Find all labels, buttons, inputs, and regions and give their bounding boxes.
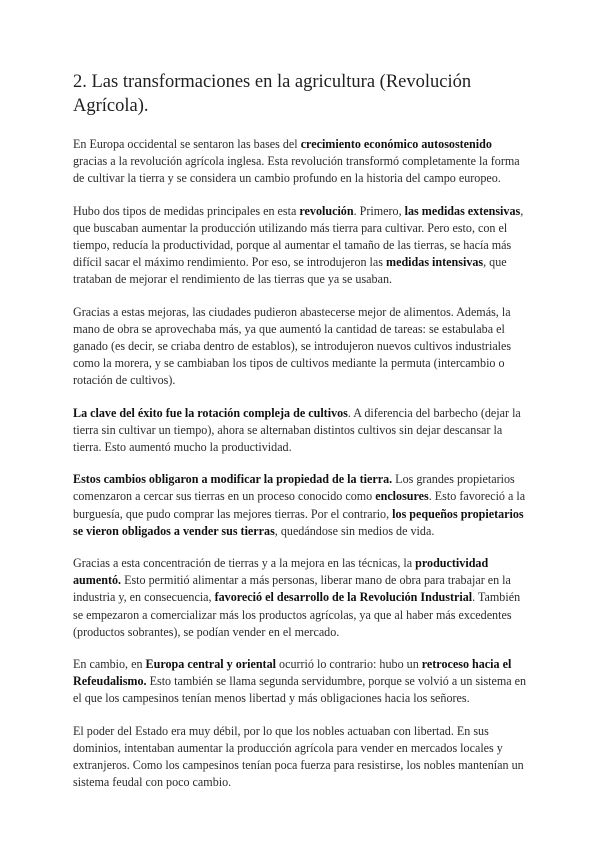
bold-text: Europa central y oriental (145, 657, 276, 672)
paragraph (73, 555, 528, 641)
text-run: , que buscaban aumentar la producción utilizando más tierra para cultivar. Pero esto, con el tiempo, reducía la productividad, porque al aumentar el tamaño de las tierras, se hacía más difícil sacar el máximo rendimiento. Por eso, se introdujeron las (73, 203, 524, 270)
paragraphs (73, 136, 528, 792)
text-run: . También se empezaron a comercializar más los productos agrícolas, ya que al haber más excedentes (productos sobrantes), se podían vender en el mercado. (73, 590, 521, 639)
text-run: Hubo dos tipos de medidas principales en esta (73, 203, 300, 218)
bold-text: favoreció el desarrollo de la Revolución Industrial (214, 590, 473, 605)
text-run: En Europa occidental se sentaron las bases del (73, 137, 301, 151)
bold-text: Estos cambios obligaron a modificar la propiedad de la tierra. (73, 472, 393, 487)
text-run: , quedándose sin medios de vida. (274, 523, 435, 538)
text-run: Los grandes propietarios comenzaron a cercar sus tierras en un proceso conocido como (73, 472, 515, 504)
text-run: . A diferencia del barbecho (dejar la tierra sin cultivar un tiempo), ahora se alternaban distintos cultivos sin dejar descansar la tierra. Esto aumentó mucho la productividad. (73, 405, 521, 455)
text-run: ocurrió lo contrario: hubo un (276, 657, 422, 672)
paragraph (73, 304, 528, 390)
text-run: En cambio, en (73, 657, 146, 672)
text-run: Esto permitió alimentar a más personas, liberar mano de obra para trabajar en la industria y, en consecuencia, (73, 573, 511, 605)
bold-text: enclosures (375, 489, 429, 504)
paragraph (73, 471, 528, 540)
bold-text: las medidas extensivas (404, 203, 521, 218)
bold-text: revolución (299, 203, 354, 218)
bold-text: crecimiento económico autosostenido (300, 137, 492, 151)
bold-text: medidas intensivas (386, 255, 484, 270)
text-run: , que trataban de mejorar el rendimiento de las tierras que ya se usaban. (73, 255, 507, 287)
text-run: Esto también se llama segunda servidumbre, porque se volvió a un sistema en el que los campesinos tenían menos libertad y más obligaciones hacia los señores. (73, 674, 527, 706)
text-run: Gracias a esta concentración de tierras y a la mejora en las técnicas, la (73, 556, 416, 571)
text-run: Gracias a estas mejoras, las ciudades pudieron abastecerse mejor de alimentos. Además, la mano de obra se aprovechaba más, ya que aumentó la cantidad de tareas: se estabulaba el ganado (es decir, se criaba dentro de establos), se introdujeron nuevos cultivos industriales como la morera, y se cambiaban los tipos de cultivos mediante la permuta (intercambio o rotación de cultivos). (73, 304, 512, 388)
text-run: gracias a la revolución agrícola inglesa. Esta revolución transformó completamente la forma de cultivar la tierra y se considera un cambio profundo en la historia del campo europeo. (73, 154, 520, 186)
bold-text: los pequeños propietarios se vieron obligados a vender sus tierras (73, 506, 524, 538)
paragraph (73, 656, 528, 708)
text-run: El poder del Estado era muy débil, por lo que los nobles actuaban con libertad. En sus dominios, intentaban aumentar la producción agrícola para vender en mercados locales y extranjeros. Como los campesinos tenían poca fuerza para resistirse, los nobles mantenían un sistema feudal con poco cambio. (73, 723, 524, 790)
bold-text: La clave del éxito fue la rotación compleja de cultivos (73, 405, 348, 420)
text-run: . Esto favoreció a la burguesía, que pudo comprar las mejores tierras. Por el contrario, (73, 489, 526, 521)
paragraph (73, 136, 528, 188)
paragraph (73, 203, 528, 289)
paragraph (73, 405, 528, 457)
bold-text: productividad aumentó. (73, 556, 489, 588)
bold-text: retroceso hacia el Refeudalismo. (73, 657, 512, 689)
document-body (73, 70, 528, 807)
paragraph (73, 723, 528, 792)
section-title: 2. Las transformaciones en la agricultura (Revolución Agrícola). (73, 72, 472, 116)
text-run: . Primero, (353, 203, 405, 218)
